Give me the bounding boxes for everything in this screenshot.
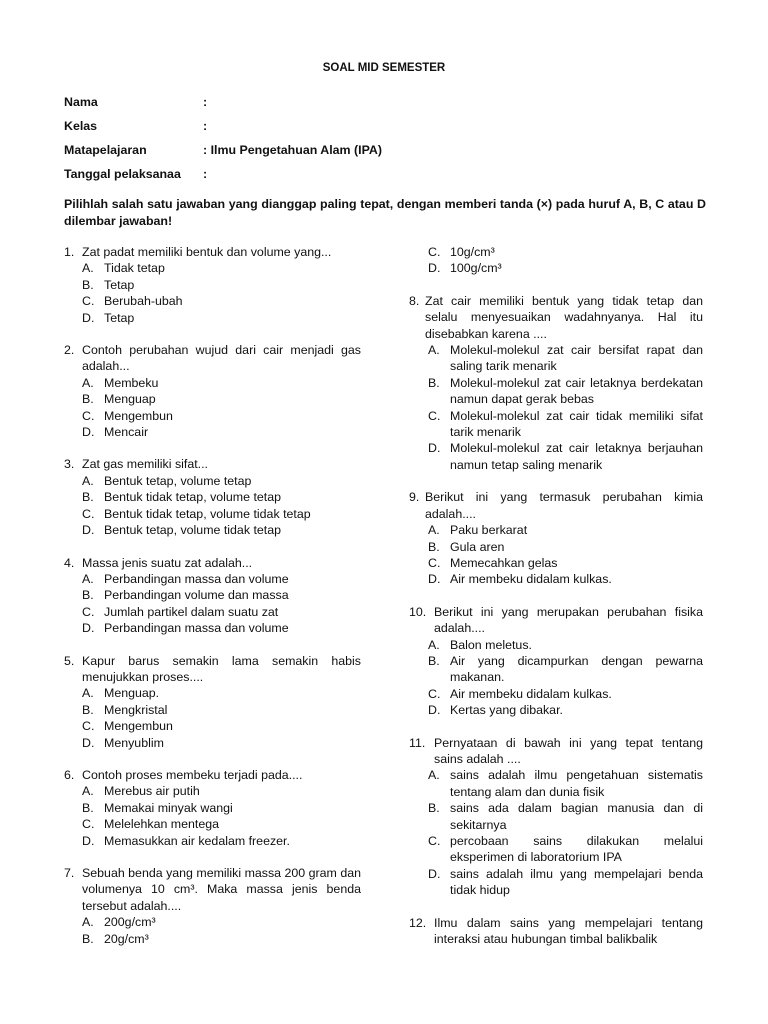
answer-option: [409, 686, 703, 702]
answer-option: [64, 571, 361, 587]
answer-option: [409, 571, 703, 587]
option-letter: A.: [82, 261, 94, 276]
left-column: [64, 244, 361, 963]
identity-label: Kelas: [64, 119, 98, 133]
option-text: Bentuk tetap, volume tidak tetap: [104, 523, 282, 538]
question-text: Zat gas memiliki sifat...: [82, 457, 208, 472]
answer-option: [409, 260, 703, 276]
question-continuation: [409, 244, 703, 277]
option-text: Gula aren: [450, 539, 505, 554]
option-text: percobaan sains dilakukan melalui eksperimen di laboratorium IPA: [450, 834, 703, 865]
question-item: [64, 767, 361, 849]
answer-option: [409, 244, 703, 260]
option-text: sains adalah ilmu pengetahuan sistematis tentang alam dan dunia fisik: [450, 768, 703, 799]
answer-option: [64, 735, 361, 751]
option-text: Bentuk tidak tetap, volume tidak tetap: [104, 506, 311, 521]
option-letter: A.: [428, 343, 440, 358]
answer-option: [64, 718, 361, 734]
option-text: Molekul-molekul zat cair letaknya berjauhan namun tetap saling menarik: [450, 441, 703, 472]
question-text: Zat padat memiliki bentuk dan volume yang...: [82, 245, 332, 259]
answer-option: [64, 522, 361, 538]
answer-option: [64, 310, 361, 326]
answer-option: [64, 277, 361, 293]
answer-option: [64, 375, 361, 391]
answer-option: [64, 391, 361, 407]
question-item: [409, 604, 703, 719]
answer-option: [64, 685, 361, 701]
answer-option: [409, 375, 703, 408]
option-letter: C.: [428, 834, 441, 848]
identity-value: :: [203, 167, 208, 181]
question-stem: [64, 865, 361, 914]
identity-row: [64, 166, 207, 182]
option-letter: A.: [82, 473, 94, 488]
question-number: 7.: [64, 866, 75, 880]
identity-row: [64, 118, 207, 134]
option-letter: A.: [82, 686, 94, 701]
option-letter: A.: [428, 523, 440, 538]
option-letter: A.: [82, 784, 94, 799]
option-letter: D.: [428, 866, 441, 881]
question-number: 9.: [409, 490, 420, 505]
answer-option: [409, 555, 703, 571]
identity-label: Matapelajaran: [64, 143, 147, 157]
answer-option: [64, 260, 361, 276]
option-letter: A.: [428, 768, 440, 783]
option-text: Merebus air putih: [104, 784, 200, 799]
option-letter: D.: [82, 833, 95, 848]
question-stem: [409, 489, 703, 522]
question-number: 3.: [64, 457, 75, 472]
option-letter: B.: [82, 277, 94, 292]
question-number: 10.: [409, 604, 427, 619]
identity-value: :: [203, 119, 208, 133]
option-letter: C.: [82, 408, 95, 423]
option-text: Memasukkan air kedalam freezer.: [104, 833, 290, 848]
option-text: Jumlah partikel dalam suatu zat: [104, 604, 279, 619]
option-text: Mencair: [104, 425, 149, 440]
option-letter: C.: [82, 294, 95, 309]
option-text: Perbandingan massa dan volume: [104, 571, 289, 586]
question-item: [64, 653, 361, 751]
option-letter: B.: [82, 702, 94, 717]
option-text: Paku berkarat: [450, 523, 528, 538]
option-text: Perbandingan volume dan massa: [104, 588, 289, 603]
option-text: Balon meletus.: [450, 637, 532, 652]
option-letter: D.: [428, 441, 441, 456]
option-text: Air yang dicampurkan dengan pewarna makanan.: [450, 653, 703, 685]
answer-option: [409, 833, 703, 866]
option-letter: D.: [428, 703, 441, 718]
question-text: Massa jenis suatu zat adalah...: [82, 555, 253, 570]
answer-option: [409, 866, 703, 899]
option-text: Perbandingan massa dan volume: [104, 621, 289, 636]
option-letter: A.: [428, 637, 440, 652]
option-letter: C.: [82, 506, 95, 521]
option-letter: A.: [82, 375, 94, 390]
option-letter: A.: [82, 571, 94, 586]
question-number: 12.: [409, 915, 427, 930]
option-letter: D.: [82, 621, 95, 636]
option-text: 10g/cm³: [450, 245, 495, 259]
answer-option: [64, 931, 361, 947]
answer-option: [409, 539, 703, 555]
answer-option: [64, 506, 361, 522]
option-text: Mengembun: [104, 719, 173, 734]
question-stem: [409, 604, 703, 637]
option-text: Tetap: [104, 310, 135, 325]
question-text: Zat cair memiliki bentuk yang tidak tetap dan selalu menyesuaikan wadahnyanya. Hal itu disebabkan karena ....: [425, 293, 703, 341]
question-item: [409, 489, 703, 587]
option-text: Molekul-molekul zat cair tidak memiliki sifat tarik menarik: [450, 408, 703, 440]
answer-option: [64, 293, 361, 309]
answer-option: [64, 914, 361, 930]
answer-option: [64, 408, 361, 424]
identity-label: Tanggal pelaksanaa: [64, 167, 181, 181]
question-number: 6.: [64, 767, 75, 782]
answer-option: [409, 653, 703, 686]
answer-option: [64, 702, 361, 718]
answer-option: [64, 604, 361, 620]
question-item: [64, 456, 361, 538]
question-item: [64, 342, 361, 440]
answer-option: [64, 800, 361, 816]
option-letter: D.: [82, 523, 95, 538]
question-item: [409, 293, 703, 473]
option-text: Memecahkan gelas: [450, 555, 558, 570]
option-text: 20g/cm³: [104, 931, 149, 946]
question-text: Berikut ini yang merupakan perubahan fisika adalah....: [434, 604, 703, 636]
option-text: Molekul-molekul zat cair bersifat rapat dan saling tarik menarik: [450, 343, 703, 374]
option-text: Memakai minyak wangi: [104, 800, 233, 815]
option-text: sains adalah ilmu yang mempelajari benda tidak hidup: [450, 866, 703, 898]
option-text: Tidak tetap: [104, 261, 165, 276]
option-letter: B.: [428, 375, 440, 390]
answer-option: [409, 522, 703, 538]
identity-label: Nama: [64, 95, 98, 109]
question-stem: [409, 735, 703, 768]
option-letter: C.: [428, 555, 441, 570]
question-text: Sebuah benda yang memiliki massa 200 gram dan volumenya 10 cm³. Maka massa jenis benda tersebut adalah....: [82, 866, 361, 913]
option-letter: B.: [428, 653, 440, 668]
option-text: Berubah-ubah: [104, 294, 183, 309]
question-stem: [64, 767, 361, 783]
option-letter: B.: [82, 800, 94, 815]
answer-option: [64, 783, 361, 799]
option-letter: C.: [82, 719, 95, 734]
question-text: Contoh proses membeku terjadi pada....: [82, 767, 303, 782]
question-item: [64, 865, 361, 947]
option-text: Tetap: [104, 277, 135, 292]
option-letter: B.: [428, 539, 440, 554]
option-letter: B.: [428, 801, 440, 816]
question-number: 5.: [64, 653, 75, 668]
question-text: Ilmu dalam sains yang mempelajari tentang interaksi atau hubungan timbal balikbalik: [434, 915, 703, 947]
document-title: SOAL MID SEMESTER: [322, 62, 446, 74]
option-letter: D.: [82, 310, 95, 325]
option-letter: A.: [82, 915, 94, 930]
option-letter: B.: [82, 931, 94, 946]
right-column: [409, 244, 703, 963]
question-item: [64, 244, 361, 326]
question-stem: [409, 915, 703, 948]
answer-option: [409, 342, 703, 375]
identity-row: [64, 142, 382, 158]
option-letter: B.: [82, 490, 94, 505]
option-letter: D.: [428, 261, 441, 276]
option-text: Bentuk tetap, volume tetap: [104, 473, 252, 488]
question-item: [64, 555, 361, 637]
question-stem: [64, 342, 361, 375]
option-text: Kertas yang dibakar.: [450, 703, 563, 718]
answer-option: [409, 767, 703, 800]
answer-option: [64, 816, 361, 832]
answer-option: [64, 424, 361, 440]
question-text: Kapur barus semakin lama semakin habis menujukkan proses....: [82, 653, 361, 684]
question-text: Berikut ini yang termasuk perubahan kimia adalah....: [425, 490, 703, 521]
option-text: Menyublim: [104, 735, 164, 750]
option-text: Menguap.: [104, 686, 160, 701]
identity-value: :: [203, 95, 208, 109]
answer-option: [409, 800, 703, 833]
question-number: 2.: [64, 343, 75, 358]
option-text: Menguap: [104, 392, 156, 407]
option-text: Air membeku didalam kulkas.: [450, 686, 612, 701]
option-letter: B.: [82, 392, 94, 407]
question-number: 4.: [64, 555, 75, 570]
option-text: Membeku: [104, 375, 159, 390]
question-number: 8.: [409, 293, 420, 308]
question-stem: [64, 555, 361, 571]
question-stem: [64, 653, 361, 686]
option-text: Mengkristal: [104, 702, 168, 717]
answer-option: [64, 473, 361, 489]
option-text: Melelehkan mentega: [104, 817, 220, 832]
answer-option: [409, 637, 703, 653]
question-stem: [64, 244, 361, 260]
option-letter: C.: [82, 817, 95, 832]
option-letter: C.: [428, 245, 441, 259]
option-text: 200g/cm³: [104, 915, 156, 930]
identity-row: [64, 94, 207, 110]
answer-option: [409, 408, 703, 441]
option-text: Bentuk tidak tetap, volume tetap: [104, 490, 282, 505]
question-stem: [64, 456, 361, 472]
option-letter: D.: [82, 735, 95, 750]
option-text: Molekul-molekul zat cair letaknya berdekatan namun dapat gerak bebas: [450, 375, 703, 407]
question-text: Pernyataan di bawah ini yang tepat tentang sains adalah ....: [434, 735, 703, 766]
question-text: Contoh perubahan wujud dari cair menjadi gas adalah...: [82, 343, 361, 374]
option-letter: D.: [82, 425, 95, 440]
option-letter: B.: [82, 588, 94, 603]
option-letter: C.: [428, 686, 441, 701]
answer-option: [64, 620, 361, 636]
question-item: [409, 735, 703, 899]
question-number: 11.: [409, 735, 426, 750]
option-text: Air membeku didalam kulkas.: [450, 572, 612, 587]
option-text: 100g/cm³: [450, 261, 502, 276]
option-text: sains ada dalam bagian manusia dan di sekitarnya: [450, 801, 703, 832]
instruction-text: Pilihlah salah satu jawaban yang dianggap paling tepat, dengan memberi tanda (×) pada huruf A, B, C atau D dilembar jawaban!: [64, 197, 706, 228]
question-item: [409, 915, 703, 948]
identity-value: : Ilmu Pengetahuan Alam (IPA): [203, 143, 382, 157]
answer-option: [409, 702, 703, 718]
option-letter: C.: [428, 408, 441, 423]
option-letter: C.: [82, 604, 95, 619]
answer-option: [64, 587, 361, 603]
answer-option: [409, 440, 703, 473]
answer-option: [64, 833, 361, 849]
question-stem: [409, 293, 703, 342]
answer-option: [64, 489, 361, 505]
option-text: Mengembun: [104, 408, 173, 423]
question-number: 1.: [64, 245, 75, 259]
option-letter: D.: [428, 572, 441, 587]
